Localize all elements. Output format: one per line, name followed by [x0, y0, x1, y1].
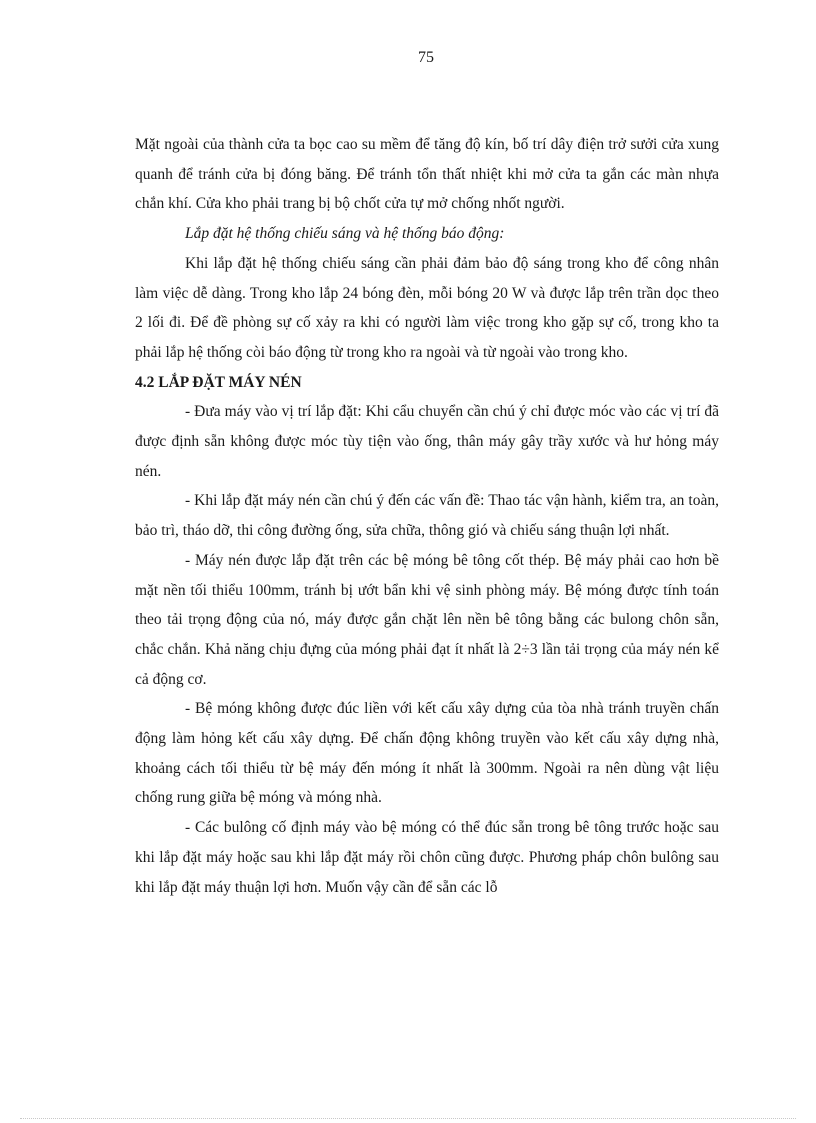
- page-bottom-border: [20, 1118, 796, 1119]
- section-heading-compressor: 4.2 LẮP ĐẶT MÁY NÉN: [135, 373, 302, 391]
- subheading-lighting-alarm: Lắp đặt hệ thống chiếu sáng và hệ thống báo động:: [185, 225, 505, 243]
- document-body: [135, 130, 719, 902]
- page-number: 75: [418, 49, 434, 66]
- paragraph-anchor-bolts: - Các bulông cố định máy vào bệ móng có thể đúc sẵn trong bê tông trước hoặc sau khi lắp đặt máy hoặc sau khi lắp đặt máy rồi chôn cũng được. Phương pháp chôn bulông sau khi lắp đặt máy thuận lợi hơn. Muốn vậy cần để sẵn các lỗ: [135, 819, 719, 896]
- paragraph-door-insulation: Mặt ngoài của thành cửa ta bọc cao su mềm để tăng độ kín, bố trí dây điện trở sưởi cửa xung quanh để tránh cửa bị đóng băng. Để tránh tổn thất nhiệt khi mở cửa ta gắn các màn nhựa chắn khí. Cửa kho phải trang bị bộ chốt cửa tự mở chống nhốt người.: [135, 136, 719, 213]
- paragraph-compressor-considerations: - Khi lắp đặt máy nén cần chú ý đến các vấn đề: Thao tác vận hành, kiểm tra, an toàn, bảo trì, tháo dỡ, thi công đường ống, sửa chữa, thông gió và chiếu sáng thuận lợi nhất.: [135, 492, 719, 540]
- paragraph-compressor-positioning: - Đưa máy vào vị trí lắp đặt: Khi cẩu chuyển cần chú ý chỉ được móc vào các vị trí đã được định sẵn không được móc tùy tiện vào ống, thân máy gây trầy xước và hư hỏng máy nén.: [135, 403, 719, 480]
- paragraph-lighting-alarm: Khi lắp đặt hệ thống chiếu sáng cần phải đảm bảo độ sáng trong kho để công nhân làm việc dễ dàng. Trong kho lắp 24 bóng đèn, mỗi bóng 20 W và được lắp trên trần dọc theo 2 lối đi. Để đề phòng sự cố xảy ra khi có người làm việc trong kho gặp sự cố, trong kho ta phải lắp hệ thống còi báo động từ trong kho ra ngoài và từ ngoài vào trong kho.: [135, 254, 719, 361]
- paragraph-foundation-isolation: - Bệ móng không được đúc liền với kết cấu xây dựng của tòa nhà tránh truyền chấn động làm hỏng kết cấu xây dựng. Để chấn động không truyền vào kết cấu xây dựng nhà, khoảng cách tối thiểu từ bệ máy đến móng ít nhất là 300mm. Ngoài ra nên dùng vật liệu chống rung giữa bệ móng và móng nhà.: [135, 700, 719, 807]
- paragraph-compressor-foundation: - Máy nén được lắp đặt trên các bệ móng bê tông cốt thép. Bệ máy phải cao hơn bề mặt nền tối thiểu 100mm, tránh bị ướt bẩn khi vệ sinh phòng máy. Bệ móng được tính toán theo tải trọng động của nó, máy được gắn chặt lên nền bê tông bằng các bulong chôn sẵn, chắc chắn. Khả năng chịu đựng của móng phải đạt ít nhất là 2÷3 lần tải trọng của máy nén kể cả động cơ.: [135, 551, 719, 688]
